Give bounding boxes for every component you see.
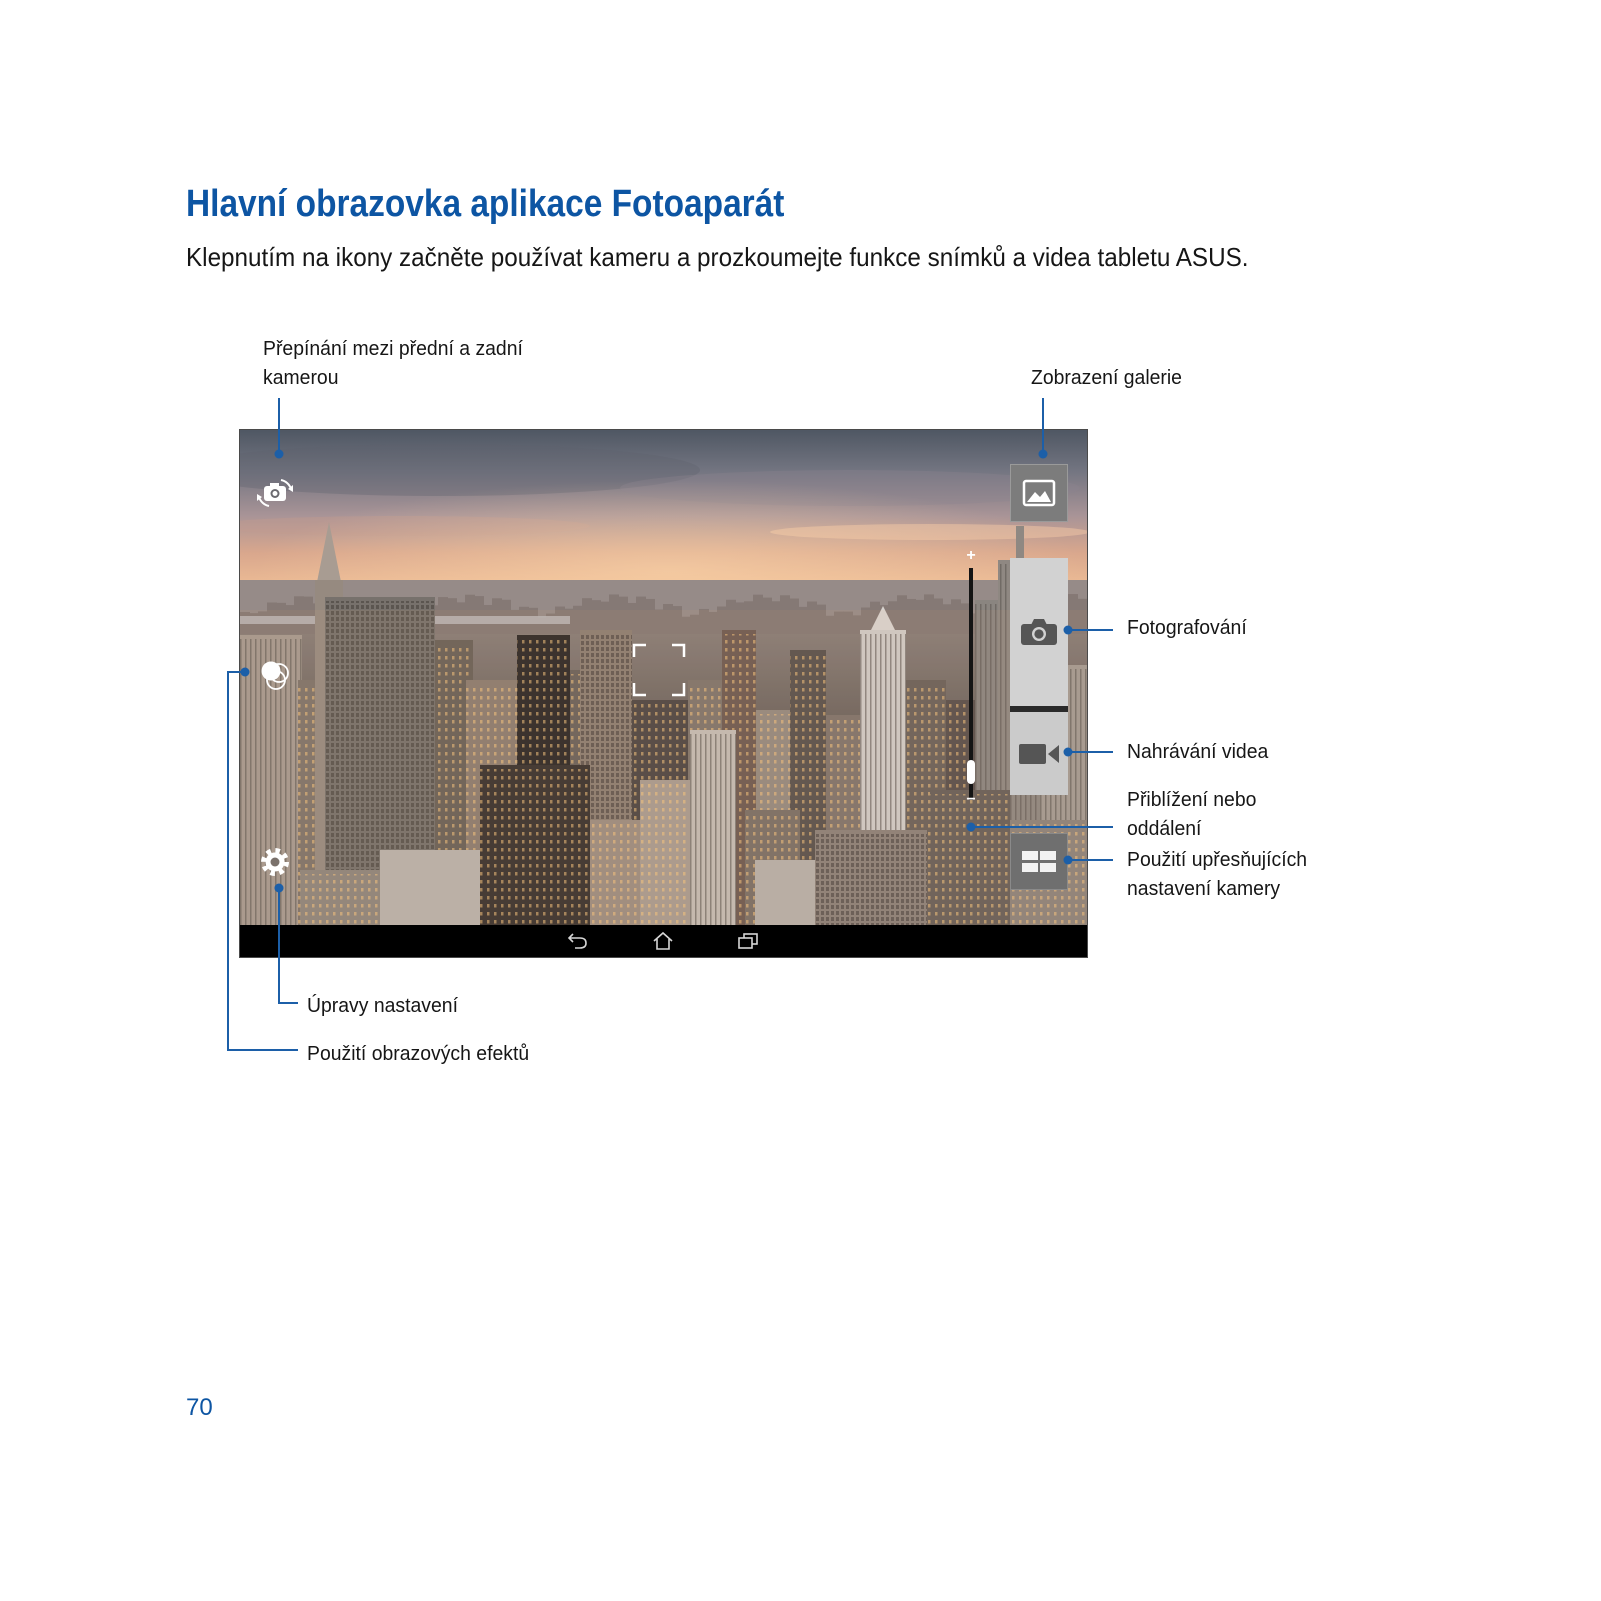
focus-frame-icon bbox=[632, 643, 686, 697]
label-effects: Použití obrazových efektů bbox=[307, 1043, 530, 1065]
label-record-video: Nahrávání videa bbox=[1127, 741, 1269, 763]
shutter-button[interactable] bbox=[1010, 558, 1068, 706]
label-line: Přepínání mezi přední a zadní bbox=[263, 338, 523, 360]
building-spire bbox=[1016, 526, 1024, 562]
recent-apps-icon[interactable] bbox=[736, 931, 760, 951]
label-take-photo: Fotografování bbox=[1127, 617, 1247, 639]
video-camera-icon bbox=[1017, 741, 1061, 767]
home-icon[interactable] bbox=[651, 931, 675, 951]
label-switch-camera bbox=[263, 335, 523, 393]
effects-icon[interactable] bbox=[255, 655, 295, 695]
gallery-button[interactable] bbox=[1010, 464, 1068, 522]
back-icon[interactable] bbox=[566, 931, 590, 951]
gear-icon[interactable] bbox=[257, 844, 293, 880]
label-zoom bbox=[1127, 786, 1256, 844]
label-line: nastavení kamery bbox=[1127, 878, 1281, 900]
label-line: kamerou bbox=[263, 367, 339, 389]
page-title: Hlavní obrazovka aplikace Fotoaparát bbox=[186, 183, 785, 225]
page-number: 70 bbox=[186, 1394, 213, 1421]
zoom-out-symbol[interactable]: − bbox=[966, 791, 976, 808]
label-gallery: Zobrazení galerie bbox=[1031, 367, 1182, 389]
switch-camera-icon[interactable] bbox=[255, 475, 295, 509]
camera-app-screenshot bbox=[240, 430, 1087, 957]
system-navigation-bar bbox=[240, 925, 1087, 957]
label-line: Přiblížení nebo bbox=[1127, 789, 1257, 811]
camera-icon bbox=[1019, 617, 1059, 647]
label-line: oddálení bbox=[1127, 818, 1202, 840]
label-advanced-settings bbox=[1127, 846, 1307, 904]
page-intro: Klepnutím na ikony začněte používat kameru a prozkoumejte funkce snímků a videa tabletu ASUS. bbox=[186, 242, 1249, 272]
grid-icon bbox=[1020, 848, 1058, 876]
record-video-button[interactable] bbox=[1010, 712, 1068, 795]
zoom-slider-thumb[interactable] bbox=[967, 760, 975, 784]
zoom-in-symbol[interactable]: + bbox=[966, 547, 976, 564]
label-line: Použití upřesňujících bbox=[1127, 849, 1308, 871]
gallery-icon bbox=[1021, 478, 1057, 508]
label-settings: Úpravy nastavení bbox=[307, 995, 458, 1017]
advanced-settings-button[interactable] bbox=[1010, 833, 1068, 890]
